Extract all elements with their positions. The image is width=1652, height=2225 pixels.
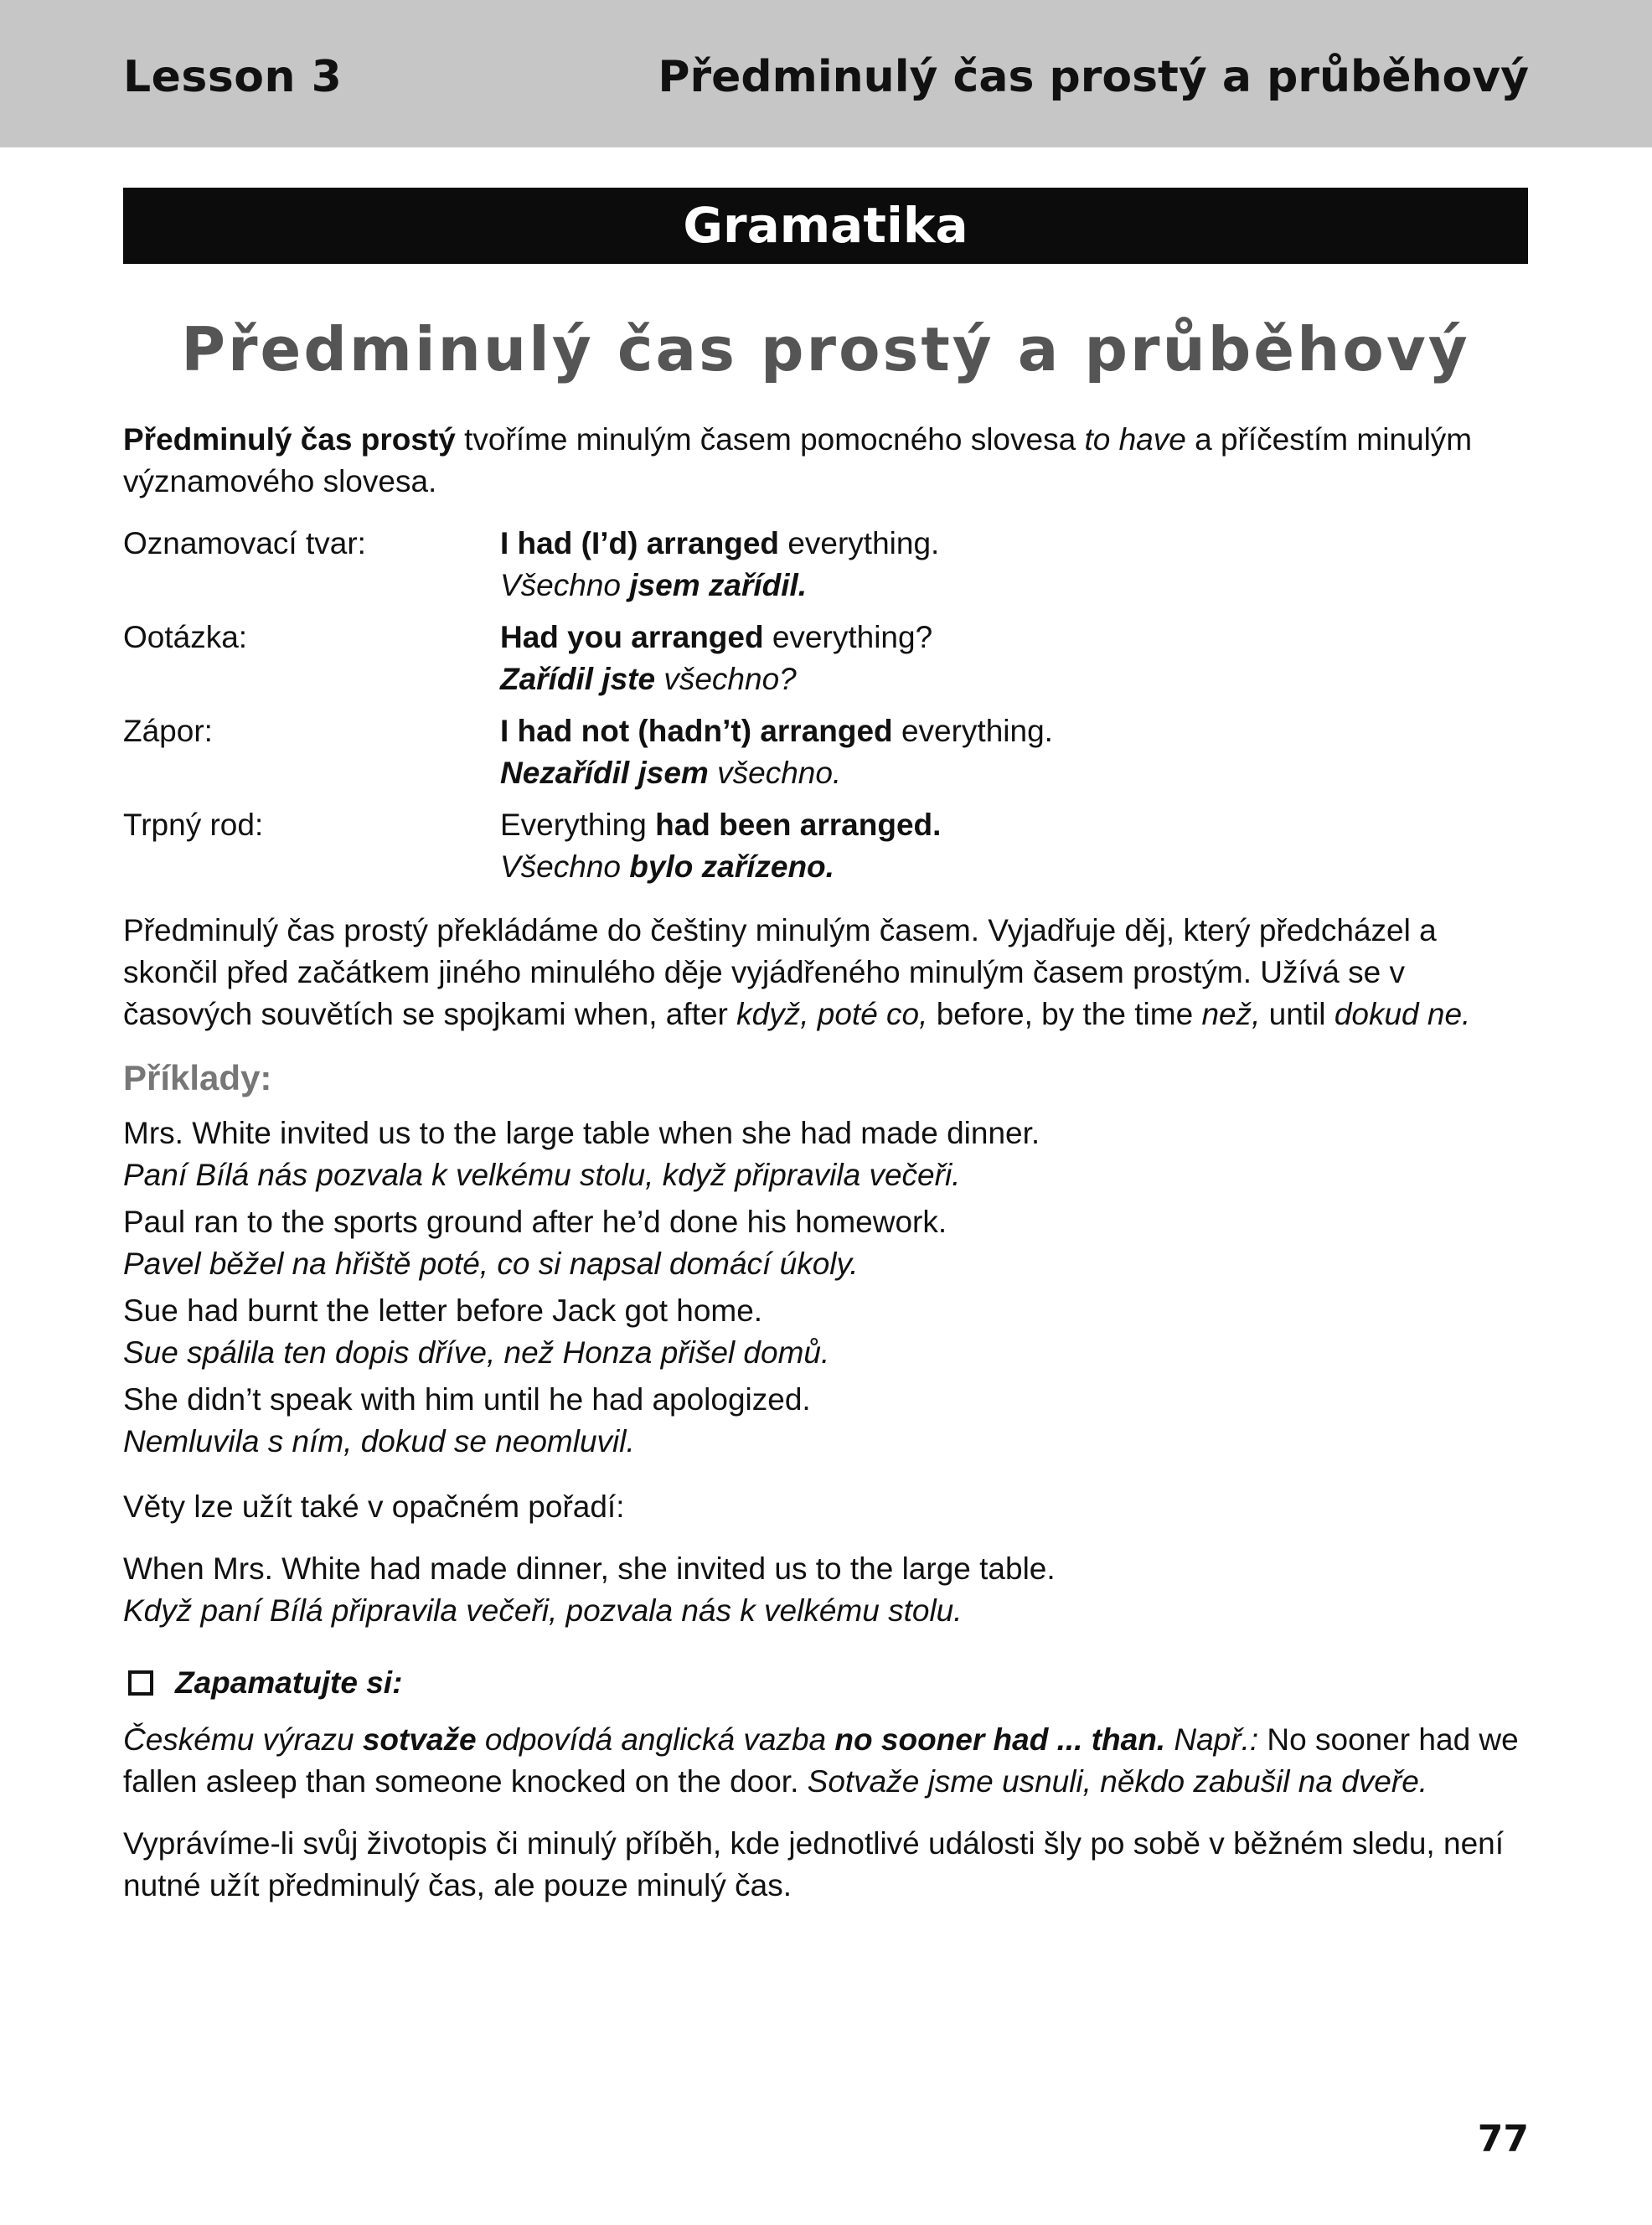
reverse-intro: Věty lze užít také v opačném pořadí: — [123, 1489, 625, 1524]
form-czech: Nezařídil jsem všechno. — [500, 756, 842, 790]
form-label: Oznamovací tvar: — [123, 526, 366, 560]
form-row — [123, 804, 1528, 888]
remember-paragraph: Českému výrazu sotvaže odpovídá anglická vazba no sooner had ... than. Např.: No sooner had we fallen asleep than someone knocked on the door. Sotvaže jsme usnuli, někdo zabušil na dveře. — [123, 1722, 1519, 1799]
form-english: Had you arranged everything? — [500, 620, 933, 654]
intro-paragraph: Předminulý čas prostý tvoříme minulým časem pomocného slovesa to have a příčestím minulým významového slovesa. — [123, 422, 1473, 498]
form-czech: Všechno jsem zařídil. — [500, 568, 808, 602]
example — [123, 1201, 1528, 1285]
forms-table — [123, 523, 1528, 888]
header-band — [0, 0, 1652, 147]
explanation-paragraph: Předminulý čas prostý překládáme do češtiny minulým časem. Vyjadřuje děj, který předcházel a skončil před začátkem jiného minulého děje vyjádřeného minulým časem prostým. Užívá se v časových souvětích se spojkami when, after když, poté co, before, by the time než, until dokud ne. — [123, 913, 1471, 1031]
form-english: I had (I’d) arranged everything. — [500, 526, 940, 560]
section-bar: Gramatika — [123, 188, 1528, 264]
example-english: Paul ran to the sports ground after he’d done his homework. — [123, 1205, 947, 1239]
form-czech: Všechno bylo zařízeno. — [500, 849, 834, 884]
form-english: I had not (hadn’t) arranged everything. — [500, 714, 1053, 748]
reverse-example-english: When Mrs. White had made dinner, she invited us to the large table. — [123, 1551, 1056, 1586]
page-number: 77 — [1477, 2118, 1529, 2160]
form-row — [123, 523, 1528, 607]
form-label: Ootázka: — [123, 620, 248, 654]
running-title: Předminulý čas prostý a průběhový — [658, 52, 1529, 102]
content — [123, 419, 1528, 1927]
form-label: Trpný rod: — [123, 808, 264, 842]
example — [123, 1112, 1528, 1196]
example-czech: Paní Bílá nás pozvala k velkému stolu, když připravila večeři. — [123, 1158, 961, 1192]
remember-heading: Zapamatujte si: — [123, 1662, 1528, 1704]
form-row — [123, 617, 1528, 700]
reverse-example — [123, 1548, 1528, 1632]
example-english: Sue had burnt the letter before Jack got home. — [123, 1293, 763, 1328]
lesson-label: Lesson 3 — [123, 52, 343, 102]
example-czech: Pavel běžel na hřiště poté, co si napsal domácí úkoly. — [123, 1247, 859, 1281]
checkbox-icon — [128, 1670, 153, 1696]
page-title: Předminulý čas prostý a průběhový — [181, 314, 1470, 385]
examples-heading: Příklady: — [123, 1058, 272, 1097]
example-english: She didn’t speak with him until he had apologized. — [123, 1382, 811, 1417]
example — [123, 1379, 1528, 1463]
example-czech: Sue spálila ten dopis dříve, než Honza přišel domů. — [123, 1335, 830, 1370]
example-czech: Nemluvila s ním, dokud se neomluvil. — [123, 1424, 635, 1458]
example — [123, 1290, 1528, 1374]
reverse-example-czech: Když paní Bílá připravila večeři, pozvala nás k velkému stolu. — [123, 1593, 963, 1628]
example-english: Mrs. White invited us to the large table when she had made dinner. — [123, 1116, 1040, 1150]
form-english: Everything had been arranged. — [500, 808, 942, 842]
form-row — [123, 710, 1528, 794]
form-label: Zápor: — [123, 714, 213, 748]
closing-paragraph: Vyprávíme-li svůj životopis či minulý příběh, kde jednotlivé události šly po sobě v běžném sledu, není nutné užít předminulý čas, ale pouze minulý čas. — [123, 1826, 1504, 1902]
form-czech: Zařídil jste všechno? — [500, 662, 797, 696]
